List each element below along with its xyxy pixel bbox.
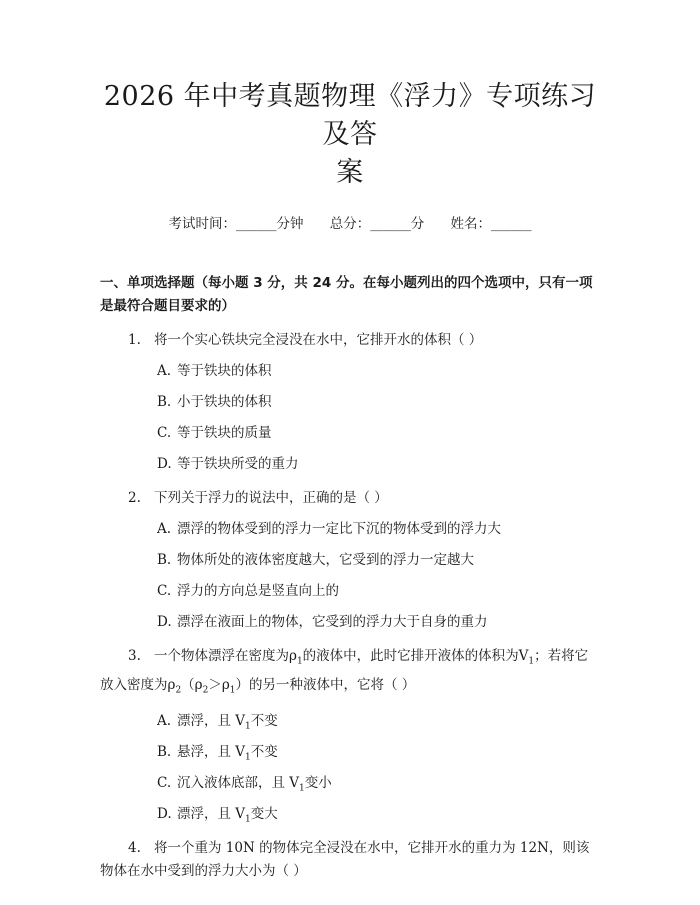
question-2-stem bbox=[100, 487, 600, 510]
option-text: 沉入液体底部，且 V bbox=[177, 775, 300, 792]
question-text-part: ＞ρ bbox=[208, 676, 230, 693]
subscript: 1 bbox=[229, 685, 236, 696]
option-letter: B. bbox=[157, 552, 172, 568]
section-1-heading: 一、单项选择题（每小题 3 分，共 24 分。在每小题列出的四个选项中，只有一项是最符合题目要求的） bbox=[100, 275, 593, 314]
option-text: 小于铁块的体积 bbox=[177, 394, 272, 410]
question-text: 下列关于浮力的说法中，正确的是（ ） bbox=[154, 490, 388, 506]
option-text: 漂浮，且 V bbox=[177, 713, 246, 730]
subscript: 1 bbox=[528, 656, 535, 667]
question-4 bbox=[100, 837, 600, 883]
question-1-option-c[interactable] bbox=[100, 422, 600, 445]
subscript: 1 bbox=[296, 656, 303, 667]
option-text: 等于铁块的体积 bbox=[177, 363, 272, 379]
option-letter: D. bbox=[157, 614, 172, 630]
option-letter: A. bbox=[157, 713, 172, 730]
question-text-part: 的液体中，此时它排开液体的体积为V bbox=[302, 648, 529, 664]
subscript: 2 bbox=[202, 685, 209, 696]
option-text: 悬浮，且 V bbox=[177, 744, 246, 761]
question-2-option-d[interactable] bbox=[100, 611, 600, 634]
question-3-option-d[interactable] bbox=[100, 803, 600, 826]
option-text: 变大 bbox=[250, 806, 278, 823]
question-1-option-a[interactable] bbox=[100, 360, 600, 383]
option-text: 浮力的方向总是竖直向上的 bbox=[177, 583, 339, 599]
question-2-option-a[interactable] bbox=[100, 518, 600, 541]
question-2-option-c[interactable] bbox=[100, 580, 600, 603]
option-letter: A. bbox=[157, 363, 172, 379]
title-line-2: 案 bbox=[336, 157, 364, 188]
title-line-1: 2026 年中考真题物理《浮力》专项练习及答 bbox=[103, 81, 597, 150]
question-1-stem bbox=[100, 329, 600, 352]
question-number: 4. bbox=[128, 840, 141, 857]
exam-score-field: 总分：______分 bbox=[329, 216, 425, 232]
question-number: 1. bbox=[128, 332, 141, 348]
option-letter: D. bbox=[157, 806, 172, 823]
option-letter: B. bbox=[157, 744, 172, 761]
option-letter: B. bbox=[157, 394, 172, 410]
option-letter: C. bbox=[157, 775, 172, 792]
question-text-part: （ρ bbox=[181, 676, 203, 693]
option-text: 等于铁块所受的重力 bbox=[177, 456, 299, 472]
document-title bbox=[100, 78, 600, 192]
question-number: 3. bbox=[128, 648, 141, 664]
question-1-option-b[interactable] bbox=[100, 391, 600, 414]
option-letter: A. bbox=[157, 521, 172, 537]
question-3-option-a[interactable] bbox=[100, 710, 600, 733]
subscript: 1 bbox=[245, 753, 251, 764]
student-name-field: 姓名：______ bbox=[450, 216, 532, 232]
exam-info-row bbox=[100, 212, 600, 234]
question-3-option-b[interactable] bbox=[100, 741, 600, 764]
question-text-part: ；若将它放入密度为ρ bbox=[100, 648, 589, 693]
subscript: 1 bbox=[245, 722, 251, 733]
question-3-option-c[interactable] bbox=[100, 772, 600, 795]
option-text: 漂浮在液面上的物体，它受到的浮力大于自身的重力 bbox=[177, 614, 488, 630]
exam-time-field: 考试时间：______分钟 bbox=[168, 216, 304, 232]
option-letter: C. bbox=[157, 425, 172, 441]
question-text-part: ）的另一种液体中，它将（ ） bbox=[235, 676, 416, 693]
question-3 bbox=[100, 645, 600, 826]
option-text: 不变 bbox=[250, 744, 278, 761]
option-text: 等于铁块的质量 bbox=[177, 425, 272, 441]
question-3-stem bbox=[100, 645, 600, 702]
option-text: 不变 bbox=[250, 713, 278, 730]
subscript: 2 bbox=[175, 685, 182, 696]
subscript: 1 bbox=[299, 784, 305, 795]
option-text: 变小 bbox=[304, 775, 332, 792]
option-text: 物体所处的液体密度越大，它受到的浮力一定越大 bbox=[177, 552, 474, 568]
question-text: 将一个重为 10N 的物体完全浸没在水中，它排开水的重力为 12N，则该物体在水中受到的浮力大小为（ ） bbox=[100, 840, 590, 880]
question-text: 将一个实心铁块完全浸没在水中，它排开水的体积（ ） bbox=[154, 332, 483, 348]
question-2 bbox=[100, 487, 600, 634]
question-2-option-b[interactable] bbox=[100, 549, 600, 572]
option-text: 漂浮，且 V bbox=[177, 806, 246, 823]
option-letter: C. bbox=[157, 583, 172, 599]
question-text-part: 一个物体漂浮在密度为ρ bbox=[154, 648, 297, 664]
question-number: 2. bbox=[128, 490, 141, 506]
option-text: 漂浮的物体受到的浮力一定比下沉的物体受到的浮力大 bbox=[177, 521, 501, 537]
option-letter: D. bbox=[157, 456, 172, 472]
question-1-option-d[interactable] bbox=[100, 453, 600, 476]
question-4-stem bbox=[100, 837, 600, 883]
question-1 bbox=[100, 329, 600, 476]
subscript: 1 bbox=[245, 815, 251, 826]
